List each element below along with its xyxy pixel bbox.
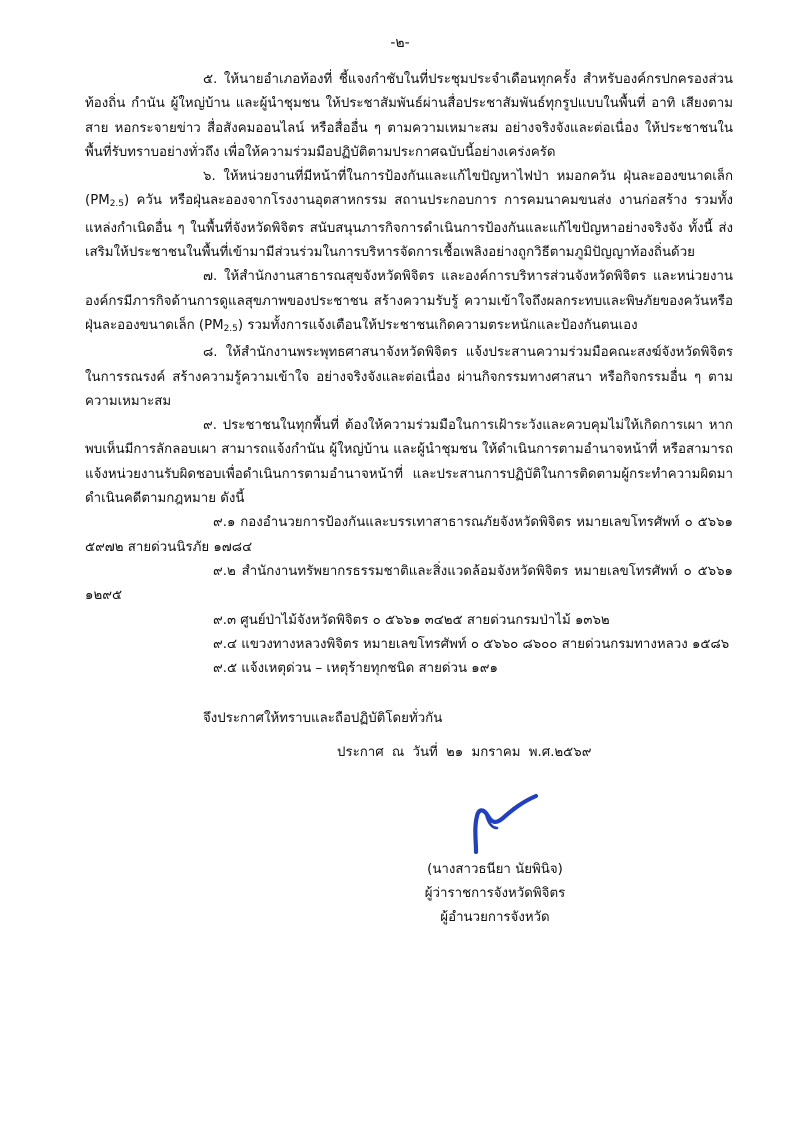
contact-item-9-5: ๙.๕ แจ้งเหตุด่วน – เหตุร้ายทุกชนิด สายด่วน ๑๙๑ [213,661,498,677]
contact-item-9-2: ๙.๒ สำนักงานทรัพยากรธรรมชาติและสิ่งแวดล้อมจังหวัดพิจิตร หมายเลขโทรศัพท์ ๐ ๕๖๖๑ ๑๒๙๕ [85,563,733,604]
paragraph-6-pre: ๖. ให้หน่วยงานที่มีหน้าที่ในการป้องกันและแก้ไขปัญหาไฟป่า หมอกควัน ฝุ่นละอองขนาดเล็ก (PM [85,169,733,209]
page-number: -๒- [390,35,410,51]
announcement-body [85,68,733,681]
contact-item-9-3: ๙.๓ ศูนย์ป่าไม้จังหวัดพิจิตร ๐ ๕๖๖๑ ๓๔๒๕ สายด่วนกรมป่าไม้ ๑๓๖๒ [213,612,610,628]
paragraph-7-post: ) รวมทั้งการแจ้งเตือนให้ประชาชนเกิดความตระหนักและป้องกันตนเอง [237,317,638,333]
paragraph-5: ๕. ให้นายอำเภอท้องที่ ชี้แจงกำชับในที่ประชุมประจำเดือนทุกครั้ง สำหรับองค์กรปกครองส่วนท้องถิ่น กำนัน ผู้ใหญ่บ้าน และผู้นำชุมชน ให้ประชาสัมพันธ์ผ่านสื่อประชาสัมพันธ์ทุกรูปแบบในพื้นที่ อาทิ เสียงตามสาย หอกระจายข่าว สื่อสังคมออนไลน์ หรือสื่ออื่น ๆ ตามความเหมาะสม อย่างจริงจังและต่อเนื่อง ให้ประชาชนในพื้นที่รับทราบอย่างทั่วถึง เพื่อให้ความร่วมมือปฏิบัติตามประกาศฉบับนี้อย่างเคร่งครัด [85,72,733,160]
contact-item-9-4: ๙.๔ แขวงทางหลวงพิจิตร หมายเลขโทรศัพท์ ๐ ๕๖๖๐ ๘๖๐๐ สายด่วนกรมทางหลวง ๑๕๘๖ [213,636,730,652]
signer-role: ผู้อำนวยการจังหวัด [440,910,550,925]
paragraph-6-post: ) ควัน หรือฝุ่นละอองจากโรงงานอุตสาหกรรม สถานประกอบการ การคมนาคมขนส่ง งานก่อสร้าง รวมทั้งแหล่งกำเนิดอื่น ๆ ในพื้นที่จังหวัดพิจิตร สนับสนุนภารกิจการดำเนินการป้องกันและแก้ไขปัญหาอย่างจริงจัง ทั้งนี้ ส่งเสริมให้ประชาชนในพื้นที่เข้ามามีส่วนร่วมในการบริหารจัดการเชื้อเพลิงอย่างถูกวิธีตามภูมิปัญญาท้องถิ่นด้วย [85,193,733,261]
announcement-date: ประกาศ ณ วันที่ ๒๑ มกราคม พ.ศ.๒๕๖๙ [337,745,592,760]
signature-block [400,858,590,930]
pm-subscript: 2.5 [223,323,238,334]
closing-statement: จึงประกาศให้ทราบและถือปฏิบัติโดยทั่วกัน [203,711,443,726]
paragraph-6 [85,165,733,265]
signer-title: ผู้ว่าราชการจังหวัดพิจิตร [424,886,566,901]
signer-name: (นางสาวธนียา นัยพินิจ) [427,862,563,877]
pm-subscript: 2.5 [109,199,125,210]
paragraph-7-pre: ๗. ให้สำนักงานสาธารณสุขจังหวัดพิจิตร และองค์การบริหารส่วนจังหวัดพิจิตร และหน่วยงานองค์กรมีภารกิจด้านการดูแลสุขภาพของประชาชน สร้างความรับรู้ ความเข้าใจถึงผลกระทบและพิษภัยของควันหรือฝุ่นละอองขนาดเล็ก (PM [85,269,733,333]
paragraph-9: ๙. ประชาชนในทุกพื้นที่ ต้องให้ความร่วมมือในการเฝ้าระวังและควบคุมไม่ให้เกิดการเผา หากพบเห็นมีการลักลอบเผา สามารถแจ้งกำนัน ผู้ใหญ่บ้าน และผู้นำชุมชน ให้ดำเนินการตามอำนาจหน้าที่ หรือสามารถแจ้งหน่วยงานรับผิดชอบเพื่อดำเนินการตามอำนาจหน้าที่ และประสานการปฏิบัติในการติดตามผู้กระทำความผิดมาดำเนินคดีตามกฎหมาย ดังนี้ [85,418,733,507]
contact-item-9-1: ๙.๑ กองอำนวยการป้องกันและบรรเทาสาธารณภัยจังหวัดพิจิตร หมายเลขโทรศัพท์ ๐ ๕๖๖๑ ๕๙๗๒ สายด่วนนิรภัย ๑๗๘๔ [85,515,733,555]
paragraph-7 [85,265,733,341]
paragraph-8: ๘. ให้สำนักงานพระพุทธศาสนาจังหวัดพิจิตร แจ้งประสานความร่วมมือคณะสงฆ์จังหวัดพิจิตร ในการรณรงค์ สร้างความรู้ความเข้าใจ อย่างจริงจังและต่อเนื่อง ผ่านกิจกรรมทางศาสนา หรือกิจกรรมอื่น ๆ ตามความเหมาะสม [85,345,733,409]
signature-image [462,792,546,854]
